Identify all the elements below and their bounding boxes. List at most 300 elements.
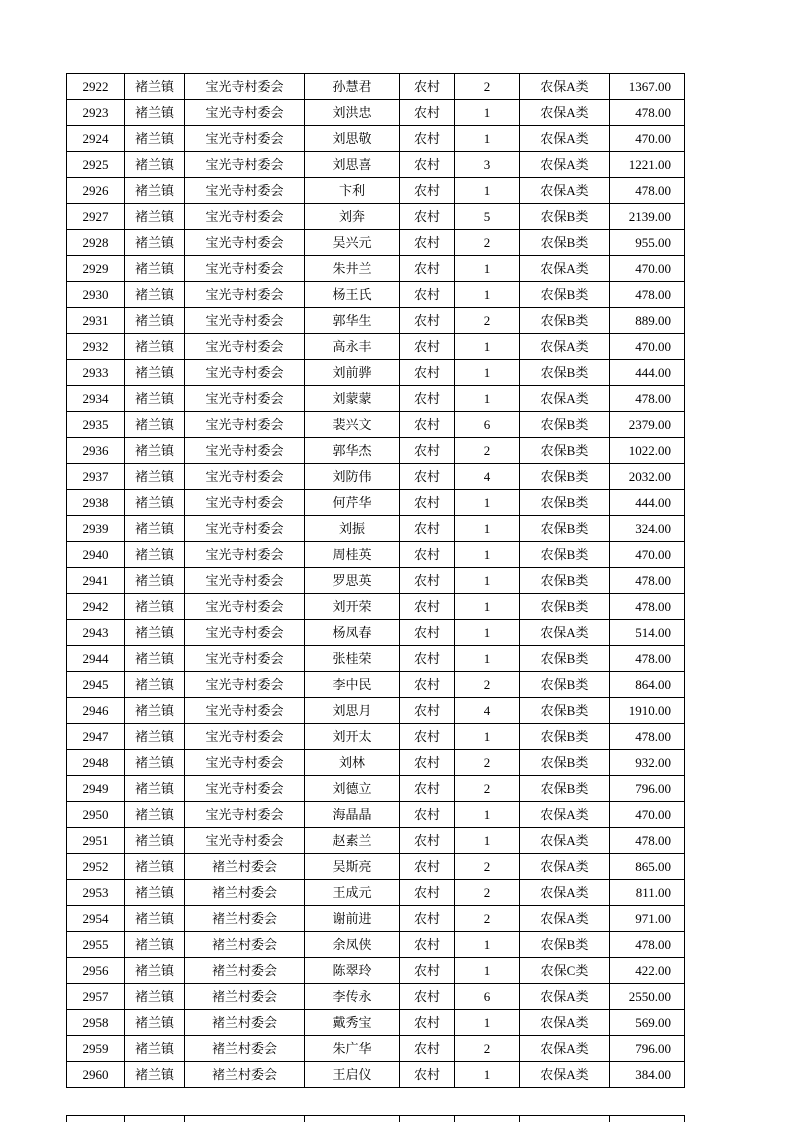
cell-row-number: 2945 (67, 672, 125, 698)
cell-town: 褚兰镇 (125, 1010, 185, 1036)
table-row (67, 204, 685, 230)
cell-insurance-type: 农保B类 (520, 282, 610, 308)
cell-person-name: 杨王氏 (305, 282, 400, 308)
cell-amount (610, 1116, 685, 1122)
next-row-partial (66, 1115, 685, 1122)
cell-village-committee: 褚兰村委会 (185, 854, 305, 880)
cell-row-number: 2951 (67, 828, 125, 854)
cell-category: 农村 (400, 516, 455, 542)
cell-village-committee: 褚兰村委会 (185, 880, 305, 906)
cell-village-committee: 宝光寺村委会 (185, 412, 305, 438)
cell-town: 褚兰镇 (125, 152, 185, 178)
cell-insurance-type: 农保B类 (520, 230, 610, 256)
cell-category: 农村 (400, 932, 455, 958)
cell-amount: 470.00 (610, 126, 685, 152)
cell-person-count: 6 (455, 984, 520, 1010)
cell-amount: 796.00 (610, 1036, 685, 1062)
cell-person-count: 1 (455, 1062, 520, 1088)
cell-person-count: 2 (455, 750, 520, 776)
cell-person-name: 李中民 (305, 672, 400, 698)
cell-amount: 2379.00 (610, 412, 685, 438)
cell-person-name: 刘振 (305, 516, 400, 542)
cell-village-committee: 宝光寺村委会 (185, 542, 305, 568)
table-row (67, 880, 685, 906)
cell-insurance-type: 农保B类 (520, 308, 610, 334)
cell-person-count: 1 (455, 178, 520, 204)
cell-insurance-type: 农保A类 (520, 152, 610, 178)
cell-person-name: 王成元 (305, 880, 400, 906)
cell-person-count: 2 (455, 308, 520, 334)
cell-person-name: 杨凤春 (305, 620, 400, 646)
cell-person-count: 6 (455, 412, 520, 438)
cell-village-committee: 宝光寺村委会 (185, 776, 305, 802)
cell-town: 褚兰镇 (125, 438, 185, 464)
next-row-partial-table (66, 1115, 685, 1122)
cell-category: 农村 (400, 958, 455, 984)
cell-amount: 384.00 (610, 1062, 685, 1088)
cell-amount: 478.00 (610, 178, 685, 204)
table-row (67, 438, 685, 464)
cell-insurance-type: 农保A类 (520, 1036, 610, 1062)
cell-person-name: 何芹华 (305, 490, 400, 516)
cell-category: 农村 (400, 126, 455, 152)
cell-town: 褚兰镇 (125, 906, 185, 932)
cell-category: 农村 (400, 282, 455, 308)
table-row (67, 74, 685, 100)
cell-amount: 444.00 (610, 360, 685, 386)
cell-row-number: 2934 (67, 386, 125, 412)
table-row (67, 932, 685, 958)
cell-person-count: 2 (455, 854, 520, 880)
table-row (67, 750, 685, 776)
table-row (67, 1036, 685, 1062)
cell-person-count: 2 (455, 1036, 520, 1062)
cell-village-committee: 宝光寺村委会 (185, 646, 305, 672)
cell-row-number: 2948 (67, 750, 125, 776)
table-row (67, 100, 685, 126)
cell-row-number: 2931 (67, 308, 125, 334)
cell-person-count: 1 (455, 724, 520, 750)
cell-village-committee: 宝光寺村委会 (185, 100, 305, 126)
table-row (67, 464, 685, 490)
cell-person-count: 2 (455, 776, 520, 802)
cell-category: 农村 (400, 620, 455, 646)
cell-person-count: 1 (455, 386, 520, 412)
cell-amount: 470.00 (610, 256, 685, 282)
cell-town (125, 1116, 185, 1122)
cell-town: 褚兰镇 (125, 568, 185, 594)
cell-row-number: 2943 (67, 620, 125, 646)
cell-amount: 1221.00 (610, 152, 685, 178)
cell-person-count: 2 (455, 230, 520, 256)
cell-insurance-type: 农保A类 (520, 802, 610, 828)
table-row (67, 230, 685, 256)
cell-town: 褚兰镇 (125, 542, 185, 568)
table-row (67, 360, 685, 386)
cell-category: 农村 (400, 1010, 455, 1036)
insurance-roster-table (66, 73, 685, 1088)
cell-town: 褚兰镇 (125, 932, 185, 958)
cell-town: 褚兰镇 (125, 854, 185, 880)
cell-amount: 796.00 (610, 776, 685, 802)
cell-amount: 478.00 (610, 932, 685, 958)
cell-person-name: 郭华生 (305, 308, 400, 334)
cell-row-number: 2926 (67, 178, 125, 204)
cell-amount: 470.00 (610, 802, 685, 828)
cell-village-committee: 宝光寺村委会 (185, 620, 305, 646)
table-row (67, 620, 685, 646)
cell-person-name: 谢前进 (305, 906, 400, 932)
cell-village-committee: 宝光寺村委会 (185, 282, 305, 308)
cell-person-name (305, 1116, 400, 1122)
cell-town: 褚兰镇 (125, 594, 185, 620)
cell-row-number: 2954 (67, 906, 125, 932)
cell-insurance-type: 农保A类 (520, 1010, 610, 1036)
cell-village-committee: 宝光寺村委会 (185, 308, 305, 334)
cell-person-count: 1 (455, 334, 520, 360)
cell-insurance-type: 农保B类 (520, 932, 610, 958)
cell-person-name: 刘防伟 (305, 464, 400, 490)
cell-person-count (455, 1116, 520, 1122)
cell-insurance-type: 农保A类 (520, 178, 610, 204)
cell-row-number: 2952 (67, 854, 125, 880)
cell-village-committee: 宝光寺村委会 (185, 750, 305, 776)
cell-town: 褚兰镇 (125, 308, 185, 334)
cell-insurance-type: 农保B类 (520, 412, 610, 438)
table-row (67, 854, 685, 880)
cell-insurance-type: 农保B类 (520, 438, 610, 464)
cell-town: 褚兰镇 (125, 282, 185, 308)
cell-row-number: 2953 (67, 880, 125, 906)
cell-category: 农村 (400, 646, 455, 672)
table-row (67, 568, 685, 594)
cell-village-committee: 宝光寺村委会 (185, 230, 305, 256)
cell-row-number: 2947 (67, 724, 125, 750)
cell-person-name: 郭华杰 (305, 438, 400, 464)
table-row (67, 152, 685, 178)
cell-amount: 478.00 (610, 568, 685, 594)
cell-person-name: 赵素兰 (305, 828, 400, 854)
cell-category: 农村 (400, 568, 455, 594)
cell-town: 褚兰镇 (125, 1036, 185, 1062)
cell-insurance-type: 农保A类 (520, 880, 610, 906)
cell-row-number: 2949 (67, 776, 125, 802)
cell-person-count: 2 (455, 906, 520, 932)
cell-category: 农村 (400, 490, 455, 516)
cell-town: 褚兰镇 (125, 204, 185, 230)
cell-person-count: 4 (455, 698, 520, 724)
cell-insurance-type (520, 1116, 610, 1122)
cell-insurance-type: 农保A类 (520, 100, 610, 126)
cell-category: 农村 (400, 1062, 455, 1088)
cell-insurance-type: 农保B类 (520, 204, 610, 230)
cell-insurance-type: 农保A类 (520, 1062, 610, 1088)
cell-town: 褚兰镇 (125, 984, 185, 1010)
cell-insurance-type: 农保B类 (520, 516, 610, 542)
cell-row-number: 2935 (67, 412, 125, 438)
cell-town: 褚兰镇 (125, 360, 185, 386)
cell-person-count: 1 (455, 256, 520, 282)
cell-category: 农村 (400, 386, 455, 412)
cell-row-number: 2925 (67, 152, 125, 178)
cell-person-name: 张桂荣 (305, 646, 400, 672)
cell-category: 农村 (400, 438, 455, 464)
table-row (67, 698, 685, 724)
cell-person-name: 刘德立 (305, 776, 400, 802)
cell-insurance-type: 农保B类 (520, 672, 610, 698)
cell-insurance-type: 农保B类 (520, 464, 610, 490)
cell-town: 褚兰镇 (125, 724, 185, 750)
cell-insurance-type: 农保C类 (520, 958, 610, 984)
cell-category: 农村 (400, 984, 455, 1010)
cell-town: 褚兰镇 (125, 698, 185, 724)
cell-person-count: 1 (455, 802, 520, 828)
cell-amount: 478.00 (610, 386, 685, 412)
cell-person-count: 1 (455, 542, 520, 568)
cell-person-count: 1 (455, 100, 520, 126)
cell-town: 褚兰镇 (125, 412, 185, 438)
cell-person-name: 孙慧君 (305, 74, 400, 100)
table-row (67, 828, 685, 854)
cell-person-count: 2 (455, 74, 520, 100)
cell-village-committee: 宝光寺村委会 (185, 334, 305, 360)
cell-row-number: 2940 (67, 542, 125, 568)
cell-row-number: 2923 (67, 100, 125, 126)
table-row (67, 984, 685, 1010)
cell-insurance-type: 农保A类 (520, 386, 610, 412)
cell-village-committee: 宝光寺村委会 (185, 828, 305, 854)
cell-town: 褚兰镇 (125, 386, 185, 412)
cell-village-committee: 宝光寺村委会 (185, 802, 305, 828)
cell-person-name: 朱井兰 (305, 256, 400, 282)
cell-insurance-type: 农保A类 (520, 854, 610, 880)
cell-row-number: 2924 (67, 126, 125, 152)
cell-insurance-type: 农保A类 (520, 334, 610, 360)
cell-person-count: 1 (455, 620, 520, 646)
cell-insurance-type: 农保B类 (520, 542, 610, 568)
cell-amount: 955.00 (610, 230, 685, 256)
cell-village-committee: 宝光寺村委会 (185, 386, 305, 412)
cell-row-number: 2957 (67, 984, 125, 1010)
cell-category: 农村 (400, 74, 455, 100)
cell-town: 褚兰镇 (125, 490, 185, 516)
cell-village-committee: 宝光寺村委会 (185, 594, 305, 620)
cell-category: 农村 (400, 464, 455, 490)
cell-village-committee: 褚兰村委会 (185, 906, 305, 932)
cell-category: 农村 (400, 672, 455, 698)
cell-person-count: 3 (455, 152, 520, 178)
cell-person-count: 2 (455, 880, 520, 906)
cell-town: 褚兰镇 (125, 828, 185, 854)
table-row (67, 282, 685, 308)
cell-person-count: 1 (455, 568, 520, 594)
cell-category: 农村 (400, 178, 455, 204)
cell-town: 褚兰镇 (125, 802, 185, 828)
cell-village-committee: 宝光寺村委会 (185, 152, 305, 178)
cell-amount: 478.00 (610, 646, 685, 672)
table-row (67, 802, 685, 828)
cell-insurance-type: 农保A类 (520, 906, 610, 932)
cell-person-name: 朱广华 (305, 1036, 400, 1062)
cell-village-committee: 褚兰村委会 (185, 984, 305, 1010)
cell-amount: 2550.00 (610, 984, 685, 1010)
table-row (67, 490, 685, 516)
cell-town: 褚兰镇 (125, 256, 185, 282)
cell-village-committee: 宝光寺村委会 (185, 438, 305, 464)
cell-person-name: 余凤侠 (305, 932, 400, 958)
table-row (67, 646, 685, 672)
cell-row-number: 2941 (67, 568, 125, 594)
cell-person-count: 1 (455, 360, 520, 386)
cell-person-count: 1 (455, 516, 520, 542)
table-row (67, 724, 685, 750)
cell-row-number: 2958 (67, 1010, 125, 1036)
cell-category: 农村 (400, 750, 455, 776)
cell-category: 农村 (400, 776, 455, 802)
cell-row-number: 2960 (67, 1062, 125, 1088)
cell-insurance-type: 农保A类 (520, 126, 610, 152)
cell-amount: 444.00 (610, 490, 685, 516)
cell-category: 农村 (400, 1036, 455, 1062)
cell-amount: 2032.00 (610, 464, 685, 490)
cell-person-name: 海晶晶 (305, 802, 400, 828)
cell-village-committee: 宝光寺村委会 (185, 672, 305, 698)
cell-category: 农村 (400, 802, 455, 828)
cell-row-number: 2959 (67, 1036, 125, 1062)
cell-village-committee: 宝光寺村委会 (185, 516, 305, 542)
cell-category: 农村 (400, 152, 455, 178)
cell-insurance-type: 农保B类 (520, 490, 610, 516)
cell-amount: 478.00 (610, 282, 685, 308)
cell-person-name: 刘前骅 (305, 360, 400, 386)
cell-village-committee: 宝光寺村委会 (185, 698, 305, 724)
cell-category: 农村 (400, 360, 455, 386)
cell-person-name: 刘林 (305, 750, 400, 776)
cell-town: 褚兰镇 (125, 516, 185, 542)
cell-village-committee: 褚兰村委会 (185, 958, 305, 984)
cell-town: 褚兰镇 (125, 880, 185, 906)
cell-amount: 478.00 (610, 828, 685, 854)
cell-row-number: 2950 (67, 802, 125, 828)
cell-amount: 478.00 (610, 724, 685, 750)
cell-village-committee: 褚兰村委会 (185, 1036, 305, 1062)
cell-insurance-type: 农保B类 (520, 724, 610, 750)
cell-insurance-type: 农保B类 (520, 776, 610, 802)
cell-category: 农村 (400, 542, 455, 568)
cell-category: 农村 (400, 412, 455, 438)
cell-row-number: 2932 (67, 334, 125, 360)
cell-town: 褚兰镇 (125, 1062, 185, 1088)
cell-town: 褚兰镇 (125, 672, 185, 698)
cell-category: 农村 (400, 880, 455, 906)
cell-person-name: 刘思敬 (305, 126, 400, 152)
cell-category: 农村 (400, 698, 455, 724)
cell-person-count: 4 (455, 464, 520, 490)
cell-town: 褚兰镇 (125, 750, 185, 776)
table-body (67, 74, 685, 1088)
cell-town: 褚兰镇 (125, 620, 185, 646)
table-row (67, 542, 685, 568)
cell-person-count: 1 (455, 126, 520, 152)
cell-row-number: 2936 (67, 438, 125, 464)
cell-town: 褚兰镇 (125, 178, 185, 204)
cell-amount: 470.00 (610, 334, 685, 360)
cell-town: 褚兰镇 (125, 464, 185, 490)
cell-village-committee: 宝光寺村委会 (185, 74, 305, 100)
cell-person-name: 刘开太 (305, 724, 400, 750)
table-row (67, 412, 685, 438)
cell-village-committee: 宝光寺村委会 (185, 178, 305, 204)
cell-row-number: 2956 (67, 958, 125, 984)
cell-amount: 1367.00 (610, 74, 685, 100)
table-row (67, 126, 685, 152)
cell-amount: 569.00 (610, 1010, 685, 1036)
cell-category (400, 1116, 455, 1122)
cell-amount: 514.00 (610, 620, 685, 646)
table-row (67, 1010, 685, 1036)
cell-person-count: 1 (455, 646, 520, 672)
cell-village-committee: 宝光寺村委会 (185, 568, 305, 594)
cell-amount: 932.00 (610, 750, 685, 776)
table-row (67, 256, 685, 282)
cell-person-name: 王启仪 (305, 1062, 400, 1088)
cell-person-name: 吴兴元 (305, 230, 400, 256)
cell-person-name: 刘思喜 (305, 152, 400, 178)
cell-category: 农村 (400, 256, 455, 282)
cell-row-number: 2939 (67, 516, 125, 542)
cell-row-number: 2928 (67, 230, 125, 256)
cell-person-name: 罗思英 (305, 568, 400, 594)
cell-town: 褚兰镇 (125, 74, 185, 100)
cell-village-committee: 宝光寺村委会 (185, 464, 305, 490)
cell-town: 褚兰镇 (125, 334, 185, 360)
cell-insurance-type: 农保B类 (520, 750, 610, 776)
cell-person-count: 1 (455, 932, 520, 958)
cell-amount: 470.00 (610, 542, 685, 568)
cell-row-number: 2933 (67, 360, 125, 386)
cell-person-name: 李传永 (305, 984, 400, 1010)
cell-insurance-type: 农保A类 (520, 74, 610, 100)
cell-amount: 971.00 (610, 906, 685, 932)
cell-row-number: 2946 (67, 698, 125, 724)
table-row (67, 594, 685, 620)
cell-person-name: 刘奔 (305, 204, 400, 230)
table-row (67, 308, 685, 334)
cell-person-name: 高永丰 (305, 334, 400, 360)
cell-person-name: 卞利 (305, 178, 400, 204)
cell-town: 褚兰镇 (125, 126, 185, 152)
cell-village-committee: 宝光寺村委会 (185, 204, 305, 230)
cell-person-count: 5 (455, 204, 520, 230)
cell-person-name: 裴兴文 (305, 412, 400, 438)
cell-person-count: 1 (455, 1010, 520, 1036)
cell-row-number: 2944 (67, 646, 125, 672)
table-row (67, 334, 685, 360)
cell-town: 褚兰镇 (125, 230, 185, 256)
cell-person-name: 刘洪忠 (305, 100, 400, 126)
cell-amount: 1910.00 (610, 698, 685, 724)
table-row (67, 1062, 685, 1088)
cell-category: 农村 (400, 594, 455, 620)
cell-category: 农村 (400, 308, 455, 334)
cell-person-count: 1 (455, 958, 520, 984)
table-row (67, 958, 685, 984)
cell-amount: 864.00 (610, 672, 685, 698)
cell-row-number: 2927 (67, 204, 125, 230)
cell-insurance-type: 农保B类 (520, 360, 610, 386)
cell-amount: 811.00 (610, 880, 685, 906)
cell-amount: 324.00 (610, 516, 685, 542)
